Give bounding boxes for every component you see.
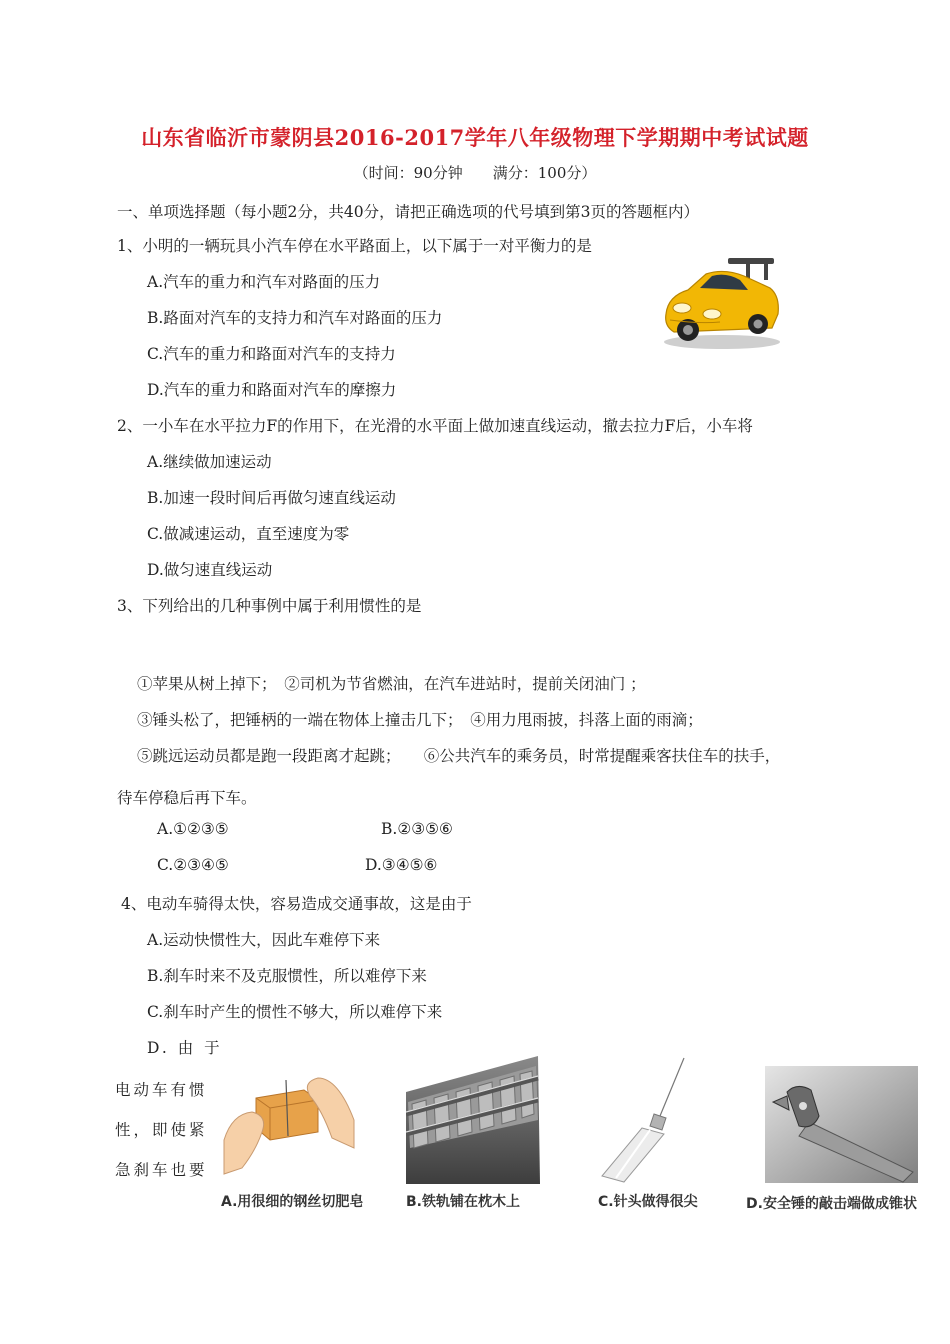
- q4-option-d-continued: 电动车有惯: [115, 1081, 208, 1099]
- q1-stem: 1、小明的一辆玩具小汽车停在水平路面上，以下属于一对平衡力的是: [117, 237, 592, 255]
- q2-option-b: B.加速一段时间后再做匀速直线运动: [147, 489, 396, 507]
- q3-option-a: A.①②③⑤: [157, 820, 229, 838]
- q3-item-line: ①苹果从树上掉下； ②司机为节省燃油，在汽车进站时，提前关闭油门 ；: [137, 675, 646, 693]
- q4-option-b: B.刹车时来不及克服惯性，所以难停下来: [147, 967, 427, 985]
- figure-b-caption: B.铁轨铺在枕木上: [406, 1194, 520, 1210]
- q4-option-d-continued: 急刹车也要: [115, 1161, 208, 1179]
- figure-d-caption: D.安全锤的敲击端做成锥状: [746, 1196, 917, 1212]
- safety-hammer-image: [765, 1066, 918, 1183]
- section-heading: 一、单项选择题（每小题2分，共40分，请把正确选项的代号填到第3页的答题框内）: [117, 203, 699, 221]
- q3-option-d: D.③④⑤⑥: [365, 856, 438, 874]
- toy-car-image: [660, 252, 784, 352]
- q4-option-a: A.运动快惯性大，因此车难停下来: [147, 931, 381, 949]
- q4-option-d-continued: 性，即使紧: [115, 1121, 208, 1139]
- figure-c-caption: C.针头做得很尖: [598, 1194, 698, 1210]
- page-title: 山东省临沂市蒙阴县2016-2017学年八年级物理下学期期中考试试题: [141, 125, 809, 150]
- q3-item-line: 待车停稳后再下车。: [117, 789, 257, 807]
- q2-option-a: A.继续做加速运动: [147, 453, 272, 471]
- q3-option-b: B.②③⑤⑥: [381, 820, 453, 838]
- q1-option-c: C.汽车的重力和路面对汽车的支持力: [147, 345, 396, 363]
- q1-option-a: A.汽车的重力和汽车对路面的压力: [147, 273, 381, 291]
- exam-info: （时间：90分钟 满分：100分）: [353, 164, 597, 182]
- soap-cutting-image: [222, 1070, 357, 1182]
- q2-option-d: D.做匀速直线运动: [147, 561, 273, 579]
- q4-stem: 4、电动车骑得太快，容易造成交通事故，这是由于: [121, 895, 472, 913]
- q4-option-c: C.刹车时产生的惯性不够大，所以难停下来: [147, 1003, 443, 1021]
- q4-option-d: D. 由 于: [147, 1039, 223, 1057]
- syringe-needle-image: [596, 1056, 690, 1184]
- q2-stem: 2、一小车在水平拉力F的作用下，在光滑的水平面上做加速直线运动，撤去拉力F后，小车将: [117, 417, 753, 435]
- q3-item-line: ③锤头松了，把锤柄的一端在物体上撞击几下； ④用力甩雨披，抖落上面的雨滴；: [137, 711, 703, 729]
- railway-track-image: [406, 1056, 540, 1184]
- q3-stem: 3、下列给出的几种事例中属于利用惯性的是: [117, 597, 422, 615]
- q2-option-c: C.做减速运动，直至速度为零: [147, 525, 350, 543]
- figure-a-caption: A.用很细的钢丝切肥皂: [221, 1194, 364, 1210]
- q3-option-c: C.②③④⑤: [157, 856, 229, 874]
- q1-option-b: B.路面对汽车的支持力和汽车对路面的压力: [147, 309, 443, 327]
- q3-item-line: ⑤跳远运动员都是跑一段距离才起跳； ⑥公共汽车的乘务员，时常提醒乘客扶住车的扶手，: [137, 747, 781, 765]
- q1-option-d: D.汽车的重力和路面对汽车的摩擦力: [147, 381, 397, 399]
